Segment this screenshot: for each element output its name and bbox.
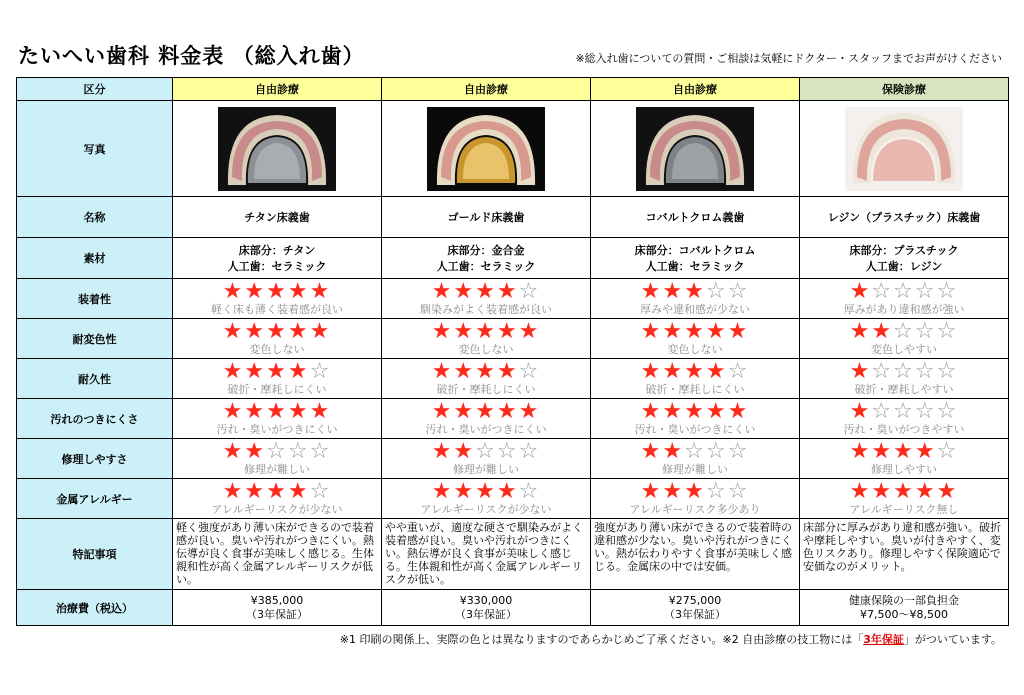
filled-star-icon: ★ (309, 399, 332, 424)
filled-star-icon: ★ (705, 359, 728, 384)
empty-star-icon: ☆ (705, 279, 728, 304)
cobalt-chrome-denture-photo (636, 107, 754, 191)
footnote-text-end: 」がついています。 (903, 633, 1002, 646)
filled-star-icon: ★ (871, 479, 894, 504)
rating-note: 馴染みがよく装着感が良い (420, 303, 552, 316)
rating-cell (591, 359, 800, 399)
rating-cell (591, 319, 800, 359)
rating-cell (800, 479, 1009, 519)
empty-star-icon: ☆ (727, 359, 750, 384)
filled-star-icon: ★ (287, 399, 310, 424)
star-rating (382, 481, 590, 503)
star-rating (800, 401, 1008, 423)
product-name: コバルトクロム義歯 (591, 197, 800, 238)
stain-row (17, 399, 1009, 439)
filled-star-icon: ★ (244, 399, 267, 424)
empty-star-icon: ☆ (309, 359, 332, 384)
star-rating (382, 281, 590, 303)
allergy-row (17, 479, 1009, 519)
fit-row (17, 279, 1009, 319)
star-rating (382, 361, 590, 383)
filled-star-icon: ★ (496, 359, 519, 384)
cost-price: ¥330,000 (459, 593, 513, 607)
rating-cell (591, 399, 800, 439)
rating-note: 破折・摩耗しにくい (436, 383, 536, 396)
filled-star-icon: ★ (518, 399, 541, 424)
star-rating (173, 361, 381, 383)
star-rating (591, 441, 799, 463)
empty-star-icon: ☆ (518, 439, 541, 464)
star-rating (173, 281, 381, 303)
category-cell: 自由診療 (173, 78, 382, 101)
star-rating (800, 281, 1008, 303)
page-title: たいへい歯科 料金表 （総入れ歯） (18, 44, 365, 68)
empty-star-icon: ☆ (936, 439, 959, 464)
rating-note: 破折・摩耗しやすい (854, 383, 954, 396)
row-label-cost: 治療費（税込） (17, 590, 173, 626)
rating-cell (591, 279, 800, 319)
rating-note: 変色しない (667, 343, 723, 356)
filled-star-icon: ★ (496, 399, 519, 424)
cost-warranty: （3年保証） (246, 607, 308, 621)
star-rating (591, 481, 799, 503)
empty-star-icon: ☆ (727, 279, 750, 304)
filled-star-icon: ★ (222, 479, 245, 504)
consultation-note: ※総入れ歯についての質問・ご相談は気軽にドクター・スタッフまでお声がけください (575, 52, 1002, 65)
filled-star-icon: ★ (222, 359, 245, 384)
filled-star-icon: ★ (431, 439, 454, 464)
filled-star-icon: ★ (266, 359, 288, 384)
filled-star-icon: ★ (705, 399, 728, 424)
filled-star-icon: ★ (244, 319, 267, 344)
row-label-repair: 修理しやすさ (17, 439, 173, 479)
rating-cell (591, 439, 800, 479)
filled-star-icon: ★ (496, 319, 519, 344)
filled-star-icon: ★ (640, 279, 663, 304)
empty-star-icon: ☆ (684, 439, 706, 464)
cost-row (17, 590, 1009, 626)
rating-note: 汚れ・臭いがつきにくい (216, 423, 338, 436)
empty-star-icon: ☆ (518, 279, 541, 304)
empty-star-icon: ☆ (518, 479, 541, 504)
material-base: 床部分：チタン (238, 244, 316, 257)
empty-star-icon: ☆ (893, 279, 915, 304)
filled-star-icon: ★ (662, 479, 685, 504)
filled-star-icon: ★ (640, 439, 663, 464)
filled-star-icon: ★ (287, 359, 310, 384)
filled-star-icon: ★ (475, 319, 497, 344)
filled-star-icon: ★ (431, 359, 454, 384)
rating-note: 汚れ・臭いがつきにくい (634, 423, 756, 436)
rating-cell (173, 479, 382, 519)
rating-note: 汚れ・臭いがつきにくい (425, 423, 547, 436)
cost-price: ¥275,000 (668, 593, 722, 607)
remarks-cell: 強度があり薄い床ができるので装着時の違和感が少ない。臭いや汚れがつきにくい。熱が伝わりやすく食事が美味しく感じる。金属床の中では安価。 (591, 519, 800, 590)
row-label-material: 素材 (17, 238, 173, 279)
filled-star-icon: ★ (266, 479, 288, 504)
repair-row (17, 439, 1009, 479)
filled-star-icon: ★ (496, 479, 519, 504)
filled-star-icon: ★ (893, 439, 915, 464)
photo-row (17, 101, 1009, 197)
empty-star-icon: ☆ (893, 319, 915, 344)
filled-star-icon: ★ (453, 359, 476, 384)
photo-cell (173, 101, 382, 197)
rating-note: アレルギーリスクが少ない (211, 503, 343, 516)
deform-row (17, 319, 1009, 359)
category-cell: 自由診療 (591, 78, 800, 101)
cost-price: ¥385,000 (250, 593, 304, 607)
filled-star-icon: ★ (287, 319, 310, 344)
filled-star-icon: ★ (222, 319, 245, 344)
material-teeth: 人工歯：セラミック (227, 260, 327, 273)
empty-star-icon: ☆ (309, 439, 332, 464)
filled-star-icon: ★ (849, 399, 872, 424)
rating-cell (173, 399, 382, 439)
star-rating (382, 401, 590, 423)
gold-denture-photo (427, 107, 545, 191)
filled-star-icon: ★ (662, 439, 685, 464)
rating-note: 破折・摩耗しにくい (227, 383, 327, 396)
material-cell (382, 238, 591, 279)
rating-cell (382, 399, 591, 439)
filled-star-icon: ★ (849, 359, 872, 384)
filled-star-icon: ★ (453, 279, 476, 304)
empty-star-icon: ☆ (727, 439, 750, 464)
rating-note: 修理が難しい (453, 463, 519, 476)
rating-note: アレルギーリスク多少あり (629, 503, 761, 516)
filled-star-icon: ★ (640, 359, 663, 384)
cost-cell (173, 590, 382, 626)
empty-star-icon: ☆ (518, 359, 541, 384)
filled-star-icon: ★ (849, 479, 872, 504)
material-base: 床部分：金合金 (447, 244, 525, 257)
filled-star-icon: ★ (266, 399, 288, 424)
remarks-row (17, 519, 1009, 590)
filled-star-icon: ★ (914, 479, 937, 504)
empty-star-icon: ☆ (936, 319, 959, 344)
cost-cell (591, 590, 800, 626)
empty-star-icon: ☆ (871, 399, 894, 424)
star-rating (173, 441, 381, 463)
row-label-deform: 耐変色性 (17, 319, 173, 359)
rating-note: 修理が難しい (244, 463, 310, 476)
rating-cell (800, 279, 1009, 319)
filled-star-icon: ★ (662, 399, 685, 424)
product-name: レジン（プラスチック）床義歯 (800, 197, 1009, 238)
star-rating (591, 281, 799, 303)
filled-star-icon: ★ (684, 479, 706, 504)
rating-note: アレルギーリスクが少ない (420, 503, 552, 516)
product-name: ゴールド床義歯 (382, 197, 591, 238)
star-rating (173, 401, 381, 423)
filled-star-icon: ★ (309, 319, 332, 344)
empty-star-icon: ☆ (266, 439, 288, 464)
cost-warranty: ¥7,500～¥8,500 (860, 607, 948, 621)
remarks-cell: 床部分に厚みがあり違和感が強い。破折や摩耗しやすい。臭いが付きやすく、変色リスクあり。修理しやすく保険適応で安価なのがメリット。 (800, 519, 1009, 590)
star-rating (173, 321, 381, 343)
material-cell (591, 238, 800, 279)
row-label-photo: 写真 (17, 101, 173, 197)
empty-star-icon: ☆ (475, 439, 497, 464)
rating-cell (173, 319, 382, 359)
empty-star-icon: ☆ (936, 399, 959, 424)
filled-star-icon: ★ (222, 399, 245, 424)
filled-star-icon: ★ (871, 319, 894, 344)
filled-star-icon: ★ (662, 279, 685, 304)
material-teeth: 人工歯：セラミック (645, 260, 745, 273)
filled-star-icon: ★ (705, 319, 728, 344)
photo-cell (591, 101, 800, 197)
empty-star-icon: ☆ (914, 279, 937, 304)
empty-star-icon: ☆ (871, 359, 894, 384)
filled-star-icon: ★ (453, 479, 476, 504)
filled-star-icon: ★ (453, 439, 476, 464)
cost-cell (800, 590, 1009, 626)
star-rating (800, 321, 1008, 343)
filled-star-icon: ★ (849, 439, 872, 464)
star-rating (591, 401, 799, 423)
row-label-durability: 耐久性 (17, 359, 173, 399)
row-label-fit: 装着性 (17, 279, 173, 319)
material-cell (800, 238, 1009, 279)
cost-cell (382, 590, 591, 626)
star-rating (800, 481, 1008, 503)
rating-cell (382, 319, 591, 359)
filled-star-icon: ★ (431, 319, 454, 344)
filled-star-icon: ★ (475, 479, 497, 504)
empty-star-icon: ☆ (914, 399, 937, 424)
star-rating (800, 361, 1008, 383)
rating-cell (382, 359, 591, 399)
empty-star-icon: ☆ (705, 479, 728, 504)
filled-star-icon: ★ (662, 319, 685, 344)
filled-star-icon: ★ (684, 399, 706, 424)
filled-star-icon: ★ (453, 399, 476, 424)
rating-note: 軽く床も薄く装着感が良い (211, 303, 343, 316)
filled-star-icon: ★ (684, 359, 706, 384)
rating-cell (800, 399, 1009, 439)
rating-note: 修理が難しい (662, 463, 728, 476)
filled-star-icon: ★ (431, 479, 454, 504)
cost-warranty: （3年保証） (455, 607, 517, 621)
cost-price: 健康保険の一部負担金 (849, 593, 959, 607)
category-cell: 自由診療 (382, 78, 591, 101)
remarks-cell: やや重いが、適度な硬さで馴染みがよく装着感が良い。臭いや汚れがつきにくい。熱伝導が良く食事が美味しく感じる。生体親和性が高く金属アレルギーリスクが低い。 (382, 519, 591, 590)
material-teeth: 人工歯：レジン (865, 260, 943, 273)
filled-star-icon: ★ (222, 439, 245, 464)
star-rating (173, 481, 381, 503)
rating-note: 汚れ・臭いがつきやすい (843, 423, 965, 436)
footnote (340, 631, 1002, 647)
filled-star-icon: ★ (914, 439, 937, 464)
empty-star-icon: ☆ (496, 439, 519, 464)
filled-star-icon: ★ (684, 319, 706, 344)
rating-cell (800, 439, 1009, 479)
filled-star-icon: ★ (518, 319, 541, 344)
filled-star-icon: ★ (496, 279, 519, 304)
filled-star-icon: ★ (849, 279, 872, 304)
titanium-denture-photo (218, 107, 336, 191)
star-rating (591, 361, 799, 383)
rating-note: 変色しない (249, 343, 305, 356)
row-label-allergy: 金属アレルギー (17, 479, 173, 519)
resin-denture-photo (845, 107, 963, 191)
filled-star-icon: ★ (475, 399, 497, 424)
rating-cell (173, 359, 382, 399)
filled-star-icon: ★ (431, 279, 454, 304)
star-rating (382, 441, 590, 463)
empty-star-icon: ☆ (893, 359, 915, 384)
remarks-cell: 軽く強度があり薄い床ができるので装着感が良い。臭いや汚れがつきにくい。熱伝導が良く食事が美味しく感じる。生体親和性が高く金属アレルギーリスクが低い。 (173, 519, 382, 590)
rating-note: 厚みや違和感が少ない (640, 303, 750, 316)
material-base: 床部分：プラスチック (849, 244, 959, 257)
filled-star-icon: ★ (936, 479, 959, 504)
empty-star-icon: ☆ (309, 479, 332, 504)
empty-star-icon: ☆ (936, 359, 959, 384)
filled-star-icon: ★ (893, 479, 915, 504)
filled-star-icon: ★ (266, 279, 288, 304)
photo-cell (800, 101, 1009, 197)
rating-cell (173, 279, 382, 319)
filled-star-icon: ★ (244, 279, 267, 304)
durability-row (17, 359, 1009, 399)
cost-warranty: （3年保証） (664, 607, 726, 621)
row-label-remarks: 特記事項 (17, 519, 173, 590)
row-label-stain: 汚れのつきにくさ (17, 399, 173, 439)
filled-star-icon: ★ (287, 279, 310, 304)
filled-star-icon: ★ (244, 359, 267, 384)
rating-note: 厚みがあり違和感が強い (843, 303, 965, 316)
empty-star-icon: ☆ (893, 399, 915, 424)
rating-note: 破折・摩耗しにくい (645, 383, 745, 396)
material-teeth: 人工歯：セラミック (436, 260, 536, 273)
empty-star-icon: ☆ (914, 359, 937, 384)
filled-star-icon: ★ (640, 399, 663, 424)
category-cell: 保険診療 (800, 78, 1009, 101)
rating-cell (382, 479, 591, 519)
price-table (16, 77, 1009, 626)
rating-cell (382, 439, 591, 479)
filled-star-icon: ★ (266, 319, 288, 344)
warranty-highlight: 3年保証 (863, 633, 904, 646)
filled-star-icon: ★ (475, 279, 497, 304)
footnote-text: ※1 印刷の関係上、実際の色とは異なりますのであらかじめご了承ください。※2 自由診療の技工物には「 (339, 633, 864, 646)
empty-star-icon: ☆ (936, 279, 959, 304)
filled-star-icon: ★ (453, 319, 476, 344)
empty-star-icon: ☆ (287, 439, 310, 464)
filled-star-icon: ★ (431, 399, 454, 424)
row-label-category: 区分 (17, 78, 173, 101)
empty-star-icon: ☆ (871, 279, 894, 304)
filled-star-icon: ★ (640, 319, 663, 344)
product-name: チタン床義歯 (173, 197, 382, 238)
empty-star-icon: ☆ (705, 439, 728, 464)
name-row (17, 197, 1009, 238)
category-row (17, 78, 1009, 101)
rating-cell (800, 359, 1009, 399)
filled-star-icon: ★ (475, 359, 497, 384)
empty-star-icon: ☆ (727, 479, 750, 504)
star-rating (800, 441, 1008, 463)
filled-star-icon: ★ (871, 439, 894, 464)
filled-star-icon: ★ (244, 439, 267, 464)
filled-star-icon: ★ (727, 399, 750, 424)
filled-star-icon: ★ (849, 319, 872, 344)
material-cell (173, 238, 382, 279)
empty-star-icon: ☆ (914, 319, 937, 344)
star-rating (591, 321, 799, 343)
filled-star-icon: ★ (684, 279, 706, 304)
photo-cell (382, 101, 591, 197)
material-base: 床部分：コバルトクロム (634, 244, 756, 257)
rating-note: 修理しやすい (871, 463, 937, 476)
star-rating (382, 321, 590, 343)
rating-cell (591, 479, 800, 519)
filled-star-icon: ★ (222, 279, 245, 304)
rating-note: 変色しない (458, 343, 514, 356)
filled-star-icon: ★ (640, 479, 663, 504)
filled-star-icon: ★ (287, 479, 310, 504)
row-label-name: 名称 (17, 197, 173, 238)
filled-star-icon: ★ (309, 279, 332, 304)
filled-star-icon: ★ (244, 479, 267, 504)
material-row (17, 238, 1009, 279)
rating-note: 変色しやすい (871, 343, 937, 356)
filled-star-icon: ★ (727, 319, 750, 344)
filled-star-icon: ★ (662, 359, 685, 384)
rating-cell (382, 279, 591, 319)
rating-cell (800, 319, 1009, 359)
rating-note: アレルギーリスク無し (849, 503, 959, 516)
rating-cell (173, 439, 382, 479)
